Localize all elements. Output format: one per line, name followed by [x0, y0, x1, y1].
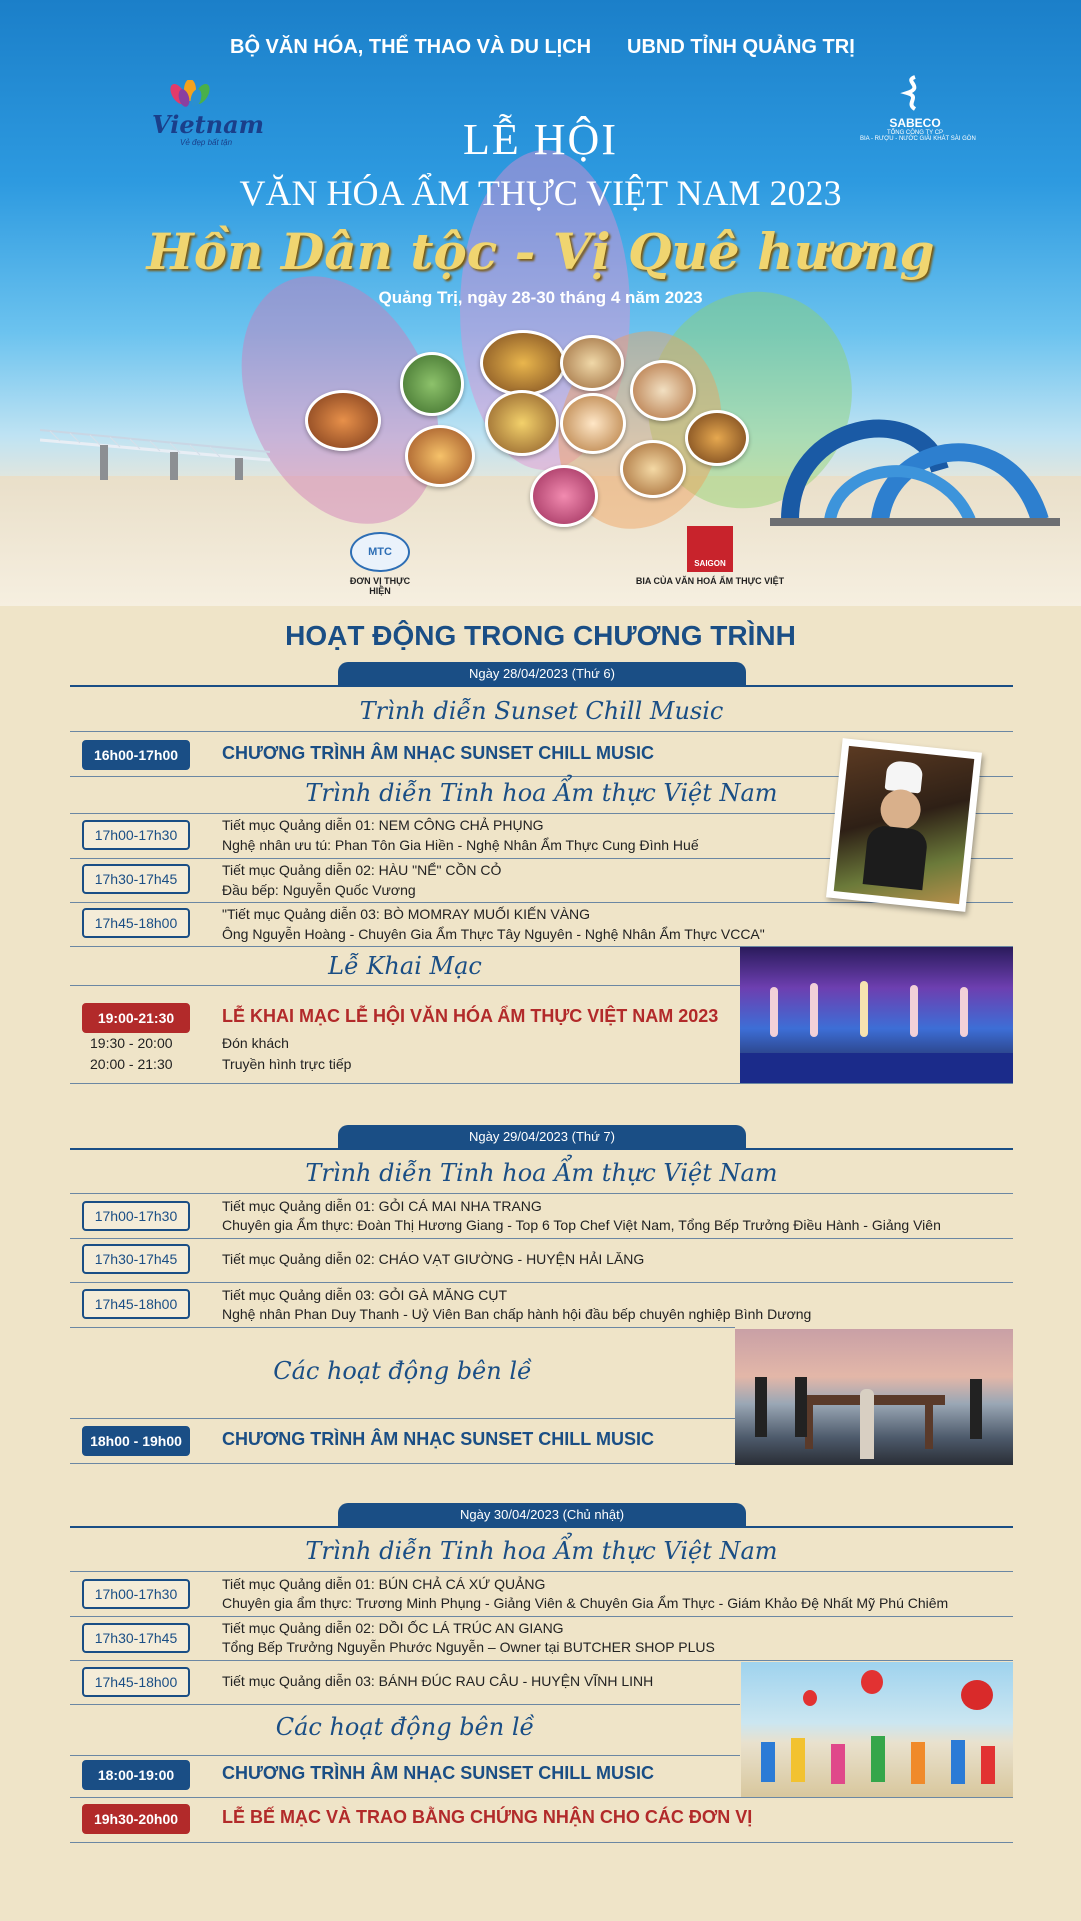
day2-side-heading: Các hoạt động bên lề	[273, 1357, 532, 1385]
day1-item2-person: Đầu bếp: Nguyễn Quốc Vương	[222, 882, 416, 898]
divider	[70, 985, 740, 986]
day3-item1-time: 17h00-17h30	[82, 1579, 190, 1609]
day2-item2-time: 17h30-17h45	[82, 1244, 190, 1274]
day3-rule	[70, 1526, 1013, 1528]
day3-side-heading: Các hoạt động bên lề	[275, 1713, 535, 1741]
mtc-logo: MTC	[350, 532, 410, 572]
balloon-activity-photo	[741, 1662, 1013, 1797]
divider	[70, 1418, 735, 1419]
sabeco-line1: TỔNG CÔNG TY CP	[886, 130, 944, 136]
day2-item3-person: Nghệ nhân Phan Duy Thanh - Uỷ Viên Ban chấp hành hội đầu bếp chuyên nghiệp Bình Dương	[222, 1306, 812, 1322]
day3-closing-title: LỄ BẾ MẠC VÀ TRAO BẰNG CHỨNG NHẬN CHO CÁC ĐƠN VỊ	[222, 1807, 753, 1827]
day1-sub1-time: 19:30 - 20:00	[90, 1035, 173, 1051]
province-name: UBND TỈNH QUẢNG TRỊ	[627, 36, 855, 58]
day2-music-title: CHƯƠNG TRÌNH ÂM NHẠC SUNSET CHILL MUSIC	[222, 1429, 654, 1449]
day3-music-time: 18:00-19:00	[82, 1760, 190, 1790]
festival-date-place: Quảng Trị, ngày 28-30 tháng 4 năm 2023	[378, 288, 703, 307]
day1-item3-time: 17h45-18h00	[82, 908, 190, 938]
day1-item1-time: 17h00-17h30	[82, 820, 190, 850]
food-dish	[305, 390, 381, 451]
day1-item1-title: Tiết mục Quảng diễn 01: NEM CÔNG CHẢ PHỤNG	[222, 817, 544, 833]
festival-banner	[0, 0, 1081, 606]
day1-item2-time: 17h30-17h45	[82, 864, 190, 894]
food-dish	[405, 425, 475, 487]
opening-stage-photo	[740, 947, 1013, 1083]
day2-cuisine-heading: Trình diễn Tinh hoa Ẩm thực Việt Nam	[305, 1159, 778, 1187]
day1-opening-time: 19:00-21:30	[82, 1003, 190, 1033]
food-dish	[530, 465, 598, 527]
day1-opening-title: LỄ KHAI MẠC LỄ HỘI VĂN HÓA ẨM THỰC VIỆT NAM 2023	[222, 1006, 719, 1026]
day3-music-title: CHƯƠNG TRÌNH ÂM NHẠC SUNSET CHILL MUSIC	[222, 1763, 654, 1783]
divider	[70, 1571, 1013, 1572]
day3-item3-time: 17h45-18h00	[82, 1667, 190, 1697]
day1-item3-title: "Tiết mục Quảng diễn 03: BÒ MOMRAY MUỐI KIẾN VÀNG	[222, 906, 591, 922]
day1-sub2-text: Truyền hình trực tiếp	[222, 1056, 352, 1072]
food-dish	[685, 410, 749, 466]
divider	[70, 1797, 1013, 1798]
day2-item1-title: Tiết mục Quảng diễn 01: GỎI CÁ MAI NHA TRANG	[222, 1198, 542, 1214]
hien-luong-bridge	[40, 410, 270, 480]
sabeco-name: SABECO	[889, 116, 941, 130]
day2-item1-person: Chuyên gia Ẩm thực: Đoàn Thị Hương Giang - Top 6 Top Chef Việt Nam, Tổng Bếp Trưởng Điều Hành - Giảng Viên	[222, 1217, 941, 1233]
divider	[70, 1193, 1013, 1194]
day1-music-title: CHƯƠNG TRÌNH ÂM NHẠC SUNSET CHILL MUSIC	[222, 743, 654, 763]
day3-item2-person: Tổng Bếp Trưởng Nguyễn Phước Nguyễn – Owner tại BUTCHER SHOP PLUS	[222, 1639, 715, 1655]
food-dish	[560, 335, 624, 391]
day3-item1-person: Chuyên gia ẩm thực: Trương Minh Phụng - Giảng Viên & Chuyên Gia Ẩm Thực - Giám Khảo Đệ Nhất Mỹ Phú Chiêm	[222, 1595, 949, 1611]
day1-item1-person: Nghệ nhân ưu tú: Phan Tôn Gia Hiền - Nghệ Nhân Ẩm Thực Cung Đình Huế	[222, 837, 699, 853]
food-dish	[485, 390, 559, 456]
divider	[70, 1238, 1013, 1239]
day3-tab: Ngày 30/04/2023 (Chủ nhật)	[338, 1503, 746, 1527]
sponsor-label: BIA CỦA VĂN HOÁ ẨM THỰC VIỆT	[635, 576, 785, 586]
day1-item2-title: Tiết mục Quảng diễn 02: HÀU "NỂ" CỒN CỎ	[222, 862, 502, 878]
food-dish	[560, 393, 626, 454]
cua-viet-arch	[770, 380, 1060, 530]
day2-item3-title: Tiết mục Quảng diễn 03: GỎI GÀ MĂNG CỤT	[222, 1287, 508, 1303]
divider	[70, 1282, 1013, 1283]
divider	[70, 1704, 740, 1705]
day2-item3-time: 17h45-18h00	[82, 1289, 190, 1319]
sabeco-line2: BIA - RƯỢU - NƯỚC GIẢI KHÁT SÀI GÒN	[860, 136, 976, 142]
day1-opening-heading: Lễ Khai Mạc	[328, 952, 482, 980]
day1-item3-person: Ông Nguyễn Hoàng - Chuyên Gia Ẩm Thực Tây Nguyên - Nghệ Nhân Ẩm Thực VCCA"	[222, 926, 765, 942]
day2-item1-time: 17h00-17h30	[82, 1201, 190, 1231]
day3-closing-time: 19h30-20h00	[82, 1804, 190, 1834]
divider	[70, 1327, 735, 1328]
organizer-block	[340, 532, 420, 596]
divider	[70, 1083, 1013, 1084]
vietnam-slogan: Vẻ đẹp bất tận	[180, 138, 233, 147]
festival-title-line1: LỄ HỘI	[463, 115, 618, 164]
divider	[70, 1463, 735, 1464]
divider	[70, 902, 1013, 903]
sunset-band-photo	[735, 1329, 1013, 1465]
day3-item2-title: Tiết mục Quảng diễn 02: DỒI ỐC LÁ TRÚC AN GIANG	[222, 1620, 564, 1636]
day2-rule	[70, 1148, 1013, 1150]
day3-item1-title: Tiết mục Quảng diễn 01: BÚN CHẢ CÁ XỨ QUẢNG	[222, 1576, 546, 1592]
food-dish	[480, 330, 566, 396]
organizer-label: ĐƠN VỊ THỰC HIỆN	[349, 576, 411, 596]
day1-music-time: 16h00-17h00	[82, 740, 190, 770]
divider	[70, 731, 1013, 732]
divider	[70, 1755, 740, 1756]
ministry-name: BỘ VĂN HÓA, THỂ THAO VÀ DU LỊCH	[230, 36, 592, 58]
day3-item3-title: Tiết mục Quảng diễn 03: BÁNH ĐÚC RAU CÂU - HUYỆN VĨNH LINH	[222, 1673, 654, 1689]
food-dish	[400, 352, 464, 416]
program-title: HOẠT ĐỘNG TRONG CHƯƠNG TRÌNH	[285, 620, 796, 651]
divider	[70, 1660, 1013, 1661]
day3-item2-time: 17h30-17h45	[82, 1623, 190, 1653]
food-dish	[630, 360, 696, 421]
sponsor-block	[620, 526, 800, 586]
vietnam-logo-text: Vietnam	[152, 110, 265, 139]
day1-sub1-text: Đón khách	[222, 1035, 289, 1051]
day1-rule	[70, 685, 1013, 687]
day1-sub2-time: 20:00 - 21:30	[90, 1056, 173, 1072]
day2-tab: Ngày 29/04/2023 (Thứ 7)	[338, 1125, 746, 1149]
chef-photo	[826, 738, 982, 912]
food-dish	[620, 440, 686, 498]
divider	[70, 1616, 1013, 1617]
festival-slogan: Hồn Dân tộc - Vị Quê hương	[146, 222, 935, 281]
day1-cuisine-heading: Trình diễn Tinh hoa Ẩm thực Việt Nam	[305, 779, 778, 807]
festival-title-line2: VĂN HÓA ẨM THỰC VIỆT NAM 2023	[239, 173, 842, 213]
day1-tab: Ngày 28/04/2023 (Thứ 6)	[338, 662, 746, 686]
divider	[70, 1842, 1013, 1843]
saigon-beer-logo: SAIGON	[687, 526, 733, 572]
day1-sunset-heading: Trình diễn Sunset Chill Music	[359, 697, 724, 725]
day3-cuisine-heading: Trình diễn Tinh hoa Ẩm thực Việt Nam	[305, 1537, 778, 1565]
day2-item2-title: Tiết mục Quảng diễn 02: CHÁO VẠT GIƯỜNG - HUYỆN HẢI LĂNG	[222, 1251, 645, 1267]
day2-music-time: 18h00 - 19h00	[82, 1426, 190, 1456]
